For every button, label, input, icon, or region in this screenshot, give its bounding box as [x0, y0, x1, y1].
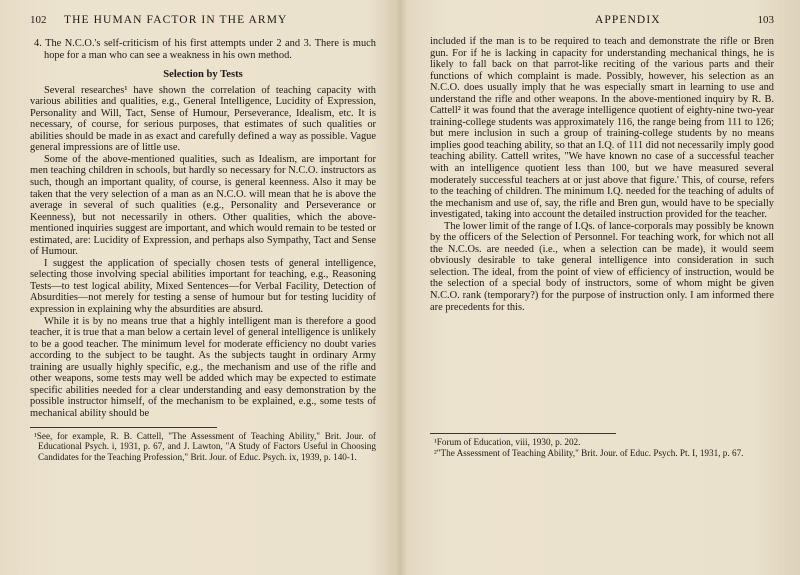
- left-page-header: [30, 14, 376, 32]
- left-page-body: [30, 38, 376, 420]
- right-footnotes: [430, 437, 774, 458]
- left-footnote-rule: [30, 427, 217, 428]
- list-item-4: 4. The N.C.O.'s self-criticism of his first attempts under 2 and 3. There is much hope for a man who can see a weakness in his own method.: [34, 38, 376, 61]
- left-paragraph-1: Several researches¹ have shown the correlation of teaching capacity with various abilities and qualities, e.g., General Intelligence, Lucidity of Expression, Personality and Will, Tact, Sense of Humour, Perseverance, Idealism, etc. It is necessary, of course, for serious purposes, that estimates of such qualities or abilities should be made in as exact and carefully defined a way as possible. Vague general impressions are of little use.: [30, 84, 376, 154]
- right-paragraph-1: included if the man is to be required to teach and demonstrate the rifle or Bren gun. For if he is lacking in capacity for understanding mechanical things, he is likely to fall back on that parrot-like reciting of the various parts and their functions of which complaint is made. Possibly, however, his selection as an N.C.O. does usually imply that he was especially smart in learning to use and understand the rifle and other weapons. In the above-mentioned inquiry by R. B. Cattell² it was found that the average intelligence quotient of eighty-nine two-year training-college students was approximately 116, the range being from 111 to 126; but mere inclusion in such a group of training-college students by no means implies good teaching ability, so that an I.Q. of 111 did not necessarily imply good teaching ability. Cattell writes, "We have known no case of a successful teacher with an intelligence quotient less than 100, but we have measured several moderately successful teachers at or just above that figure.' This, of course, refers to the teaching of children. The minimum I.Q. needed for the teaching of adults of the mechanism and use of, say, the rifle and Bren gun, would have to be specially investigated, taking into account the detailed instruction provided for the teacher.: [430, 36, 774, 221]
- left-page-number: 102: [30, 14, 47, 26]
- left-paragraph-4: While it is by no means true that a highly intelligent man is therefore a good teacher, it is true that a man below a certain level of general intelligence is unlikely to be a good teacher. The minimum level for moderate efficiency no doubt varies according to the subject to be taught. As the subjects taught in ordinary Army training are usually highly specific, e.g., the mechanism and use of the rifle and other weapons, some tests may well be added which may be expected to estimate specific abilities needed for a clear understanding and easy demonstration by the possible instructor himself, of the mechanism to be explained, e.g., some tests of mechanical ability should be: [30, 315, 376, 419]
- section-heading: Selection by Tests: [163, 69, 243, 81]
- right-page: [402, 0, 800, 575]
- right-page-header: [430, 14, 774, 32]
- right-page-number: 103: [757, 14, 774, 26]
- right-footnote-rule: [430, 433, 616, 434]
- right-running-head: APPENDIX: [595, 14, 661, 26]
- right-footnote-2: ²"The Assessment of Teaching Ability," Brit. Jour. of Educ. Psych. Pt. I, 1931, p. 67.: [434, 447, 744, 458]
- right-paragraph-2: The lower limit of the range of I.Qs. of lance-corporals may possibly be known by the officers of the Selection of Personnel. For teaching work, for which not all the N.C.Os. are needed (i.e., when a selection can be made), it would seem obviously desirable to take general intelligence into consideration in such selection. The ideal, from the point of view of efficiency of instruction, would be the selection of a special body of instructors, some of whom might be given N.C.O. rank (temporary?) for the purpose of instruction only. I am informed there are precedents for this.: [430, 220, 774, 313]
- left-paragraph-3: I suggest the application of specially chosen tests of general intelligence, selecting those involving special abilities important for teaching, e.g., Reasoning Tests—to test logical ability, Mixed Sentences—for Verbal Facility, Detection of Absurdities—not merely for testing a sense of humour but for testing lucidity of expression in explaining why the absurdities are absurd.: [30, 257, 376, 316]
- right-footnote-1: ¹Forum of Education, viii, 1930, p. 202.: [434, 437, 581, 448]
- left-footnotes: [30, 431, 376, 463]
- left-footnote-1: ¹See, for example, R. B. Cattell, "The Assessment of Teaching Ability," Brit. Jour. of Educational Psych. i, 1931, p. 67, and J. Lawton, "A Study of Factors Useful in Choosing Candidates for the Teaching Profession," Brit. Jour. of Educ. Psych. ix, 1939, p. 140-1.: [34, 430, 376, 462]
- left-page: [0, 0, 398, 575]
- left-paragraph-2: Some of the above-mentioned qualities, such as Idealism, are important for men teaching children in schools, but hardly so necessary for N.C.O. instructors as such, though an important quality, of course, is general keenness. Also it may be taken that the very selection of a man as an N.C.O. will mean that he is above the average in several of such qualities (e.g., Personality and Perseverance or Keenness), but not necessarily in others. Other qualities, which the above-mentioned inquiries suggest are important, and which would remain to be tested or estimated, are: Lucidity of Expression, and perhaps also Sympathy, Tact and Sense of Humour.: [30, 153, 376, 258]
- left-running-head: THE HUMAN FACTOR IN THE ARMY: [64, 14, 288, 26]
- right-page-body: [430, 36, 774, 313]
